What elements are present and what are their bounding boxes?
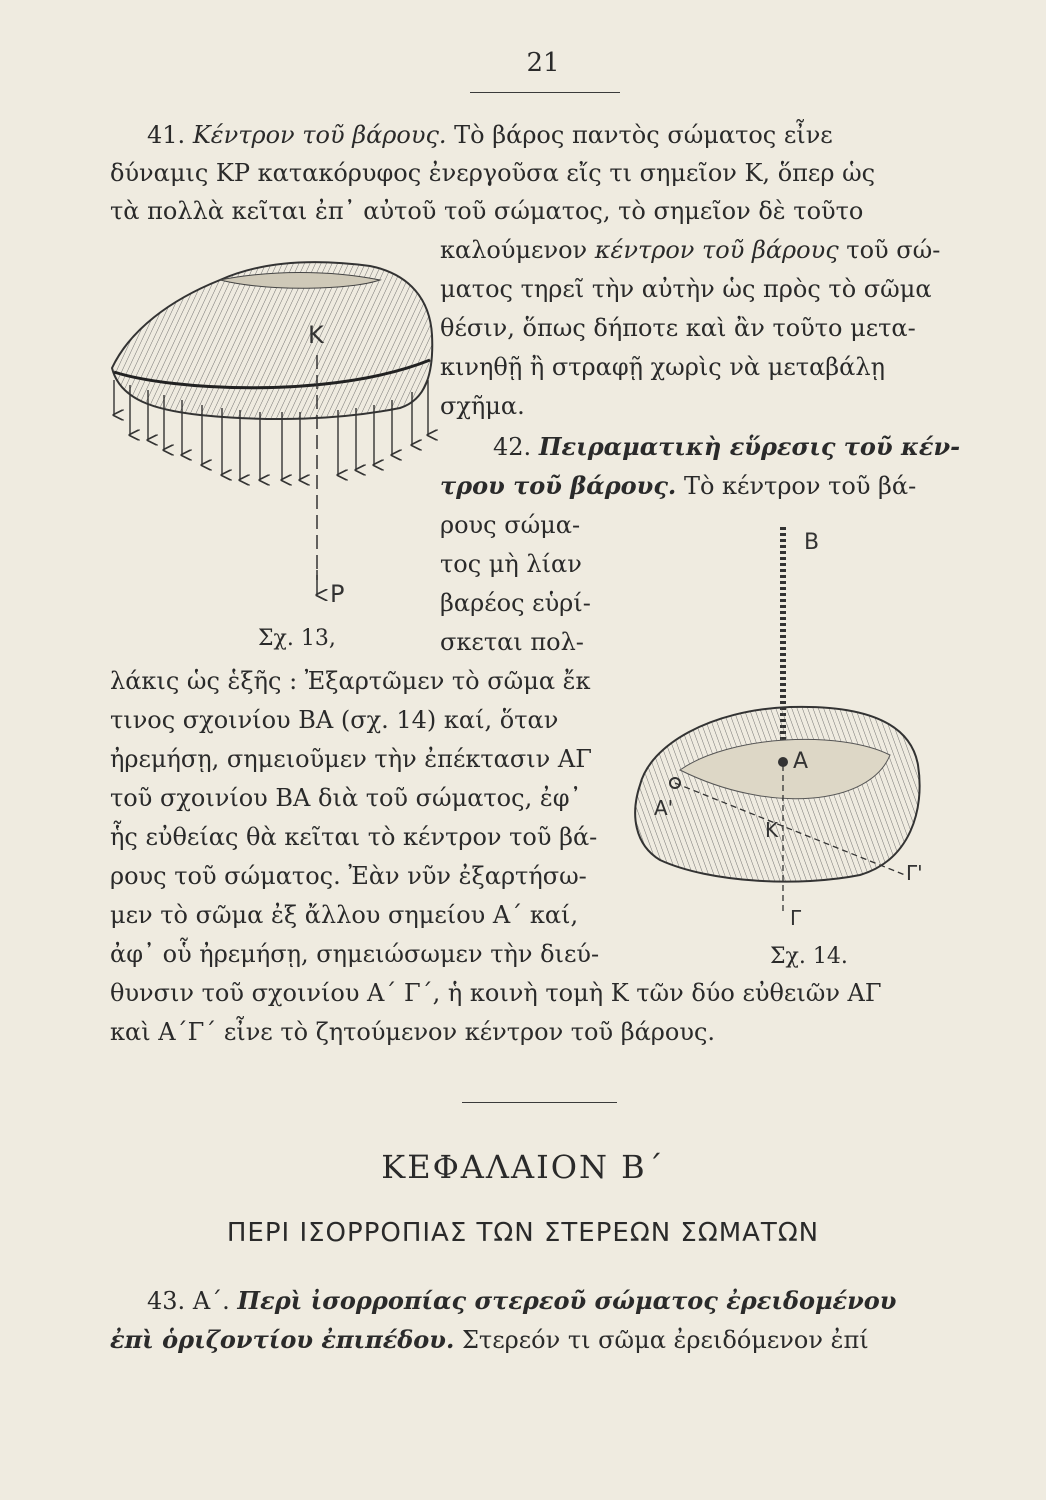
sec41-line8: σχῆμα. [440,392,525,420]
chapter-title: ΚΕΦΑΛΑΙΟΝ Β΄ [381,1148,665,1186]
fig14-label-g: Γ [790,906,802,930]
sec41-line1-rest: Τὸ βάρος παντὸς σώματος εἶνε [454,121,833,149]
sec42-line8: τινος σχοινίου ΒΑ (σχ. 14) καί, ὅταν [110,706,559,734]
sec41-line1 [147,118,942,152]
sec43-line2-rest: Στερεόν τι σῶμα ἐρειδόμενον ἐπί [461,1326,869,1354]
sec41-line7: κινηθῇ ἢ στραφῇ χωρὶς νὰ μεταβάλῃ [440,353,885,381]
sec43-number: 43. [147,1287,186,1315]
fig14-label-g-prime: Γ' [906,861,923,885]
sec41-number: 41. [147,121,186,149]
sec41-line4-a: καλούμενον [440,236,588,264]
header-rule [470,92,620,93]
sec42-line11: ἧς εὐθείας θὰ κεῖται τὸ κέντρον τοῦ βά- [110,823,598,851]
sec42-line9: ἠρεμήσῃ, σημειοῦμεν τὴν ἐπέκτασιν ΑΓ [110,745,592,773]
sec42-line13: μεν τὸ σῶμα ἐξ ἄλλου σημείου Α΄ καί, [110,901,579,929]
fig14-label-k: K [765,818,779,842]
sec41-line4-b: κέντρον τοῦ βάρους [594,236,839,264]
sec42-number: 42. [493,433,532,461]
sec42-line16: καὶ Α΄Γ΄ εἶνε τὸ ζητούμενον κέντρον τοῦ βάρους. [110,1018,716,1046]
sec42-line2 [440,469,916,503]
sec41-line4-c: τοῦ σώ- [846,236,941,264]
fig13-caption: Σχ. 13, [258,626,336,651]
sec41-title: Κέντρον τοῦ βάρους. [192,121,447,149]
sec41-line6: θέσιν, ὅπως δήποτε καὶ ἂν τοῦτο μετα- [440,314,916,342]
sec42-title-a: Πειραματικὴ εὕρεσις τοῦ κέν- [538,432,961,461]
sec42-line4: τος μὴ λίαν [440,550,582,578]
sec43-line1 [147,1284,896,1318]
fig13-label-p: P [330,580,345,608]
sec42-line15: θυνσιν τοῦ σχοινίου Α΄ Γ΄, ἡ κοινὴ τομὴ Κ τῶν δύο εὐθειῶν ΑΓ [110,979,882,1007]
sec43-line2 [110,1323,869,1357]
sec42-line6: σκεται πολ- [440,628,584,656]
fig13-label-k: K [308,321,324,349]
sec42-title-b: τρου τοῦ βάρους. [440,471,677,500]
sec41-line2: δύναμις ΚΡ κατακόρυφος ἐνεργοῦσα εἴς τι σημεῖον Κ, ὅπερ ὡς [110,159,876,187]
sec42-line7: λάκις ὡς ἑξῆς : Ἐξαρτῶμεν τὸ σῶμα ἔκ [110,667,591,695]
sec42-line12: ρους τοῦ σώματος. Ἐὰν νῦν ἐξαρτήσω- [110,862,587,890]
fig14-label-a: A [793,749,809,774]
sec43-title-b: ἐπὶ ὁριζοντίου ἐπιπέδου. [110,1325,455,1354]
figure-13 [100,240,440,640]
chapter-rule [462,1102,617,1103]
sec41-line5: ματος τηρεῖ τὴν αὐτὴν ὡς πρὸς τὸ σῶμα [440,275,932,303]
fig14-label-a-prime: A' [654,796,674,820]
sec42-line1 [493,430,960,464]
sec41-line4 [440,233,940,267]
sec42-line5: βαρέος εὑρί- [440,589,591,617]
chapter-subtitle: ΠΕΡΙ ΙΣΟΡΡΟΠΙΑΣ ΤΩΝ ΣΤΕΡΕΩΝ ΣΩΜΑΤΩΝ [226,1218,820,1248]
page-number: 21 [526,48,560,78]
sec43-title-a: Περὶ ἰσορροπίας στερεοῦ σώματος ἐρειδομένου [237,1286,897,1315]
fig14-caption: Σχ. 14. [770,944,848,969]
sec42-line14: ἀφ᾽ οὗ ἠρεμήσῃ, σημειώσωμεν τὴν διεύ- [110,940,600,968]
figure-14 [620,515,950,935]
fig14-label-b: B [804,530,820,555]
sec42-line2-rest: Τὸ κέντρον τοῦ βά- [683,472,917,500]
sec41-line3: τὰ πολλὰ κεῖται ἐπ᾽ αὐτοῦ τοῦ σώματος, τὸ σημεῖον δὲ τοῦτο [110,197,864,225]
sec42-line10: τοῦ σχοινίου ΒΑ διὰ τοῦ σώματος, ἐφ᾽ [110,784,582,812]
sec43-letter: Α΄. [192,1287,230,1315]
sec42-line3: ρους σώμα- [440,511,581,539]
